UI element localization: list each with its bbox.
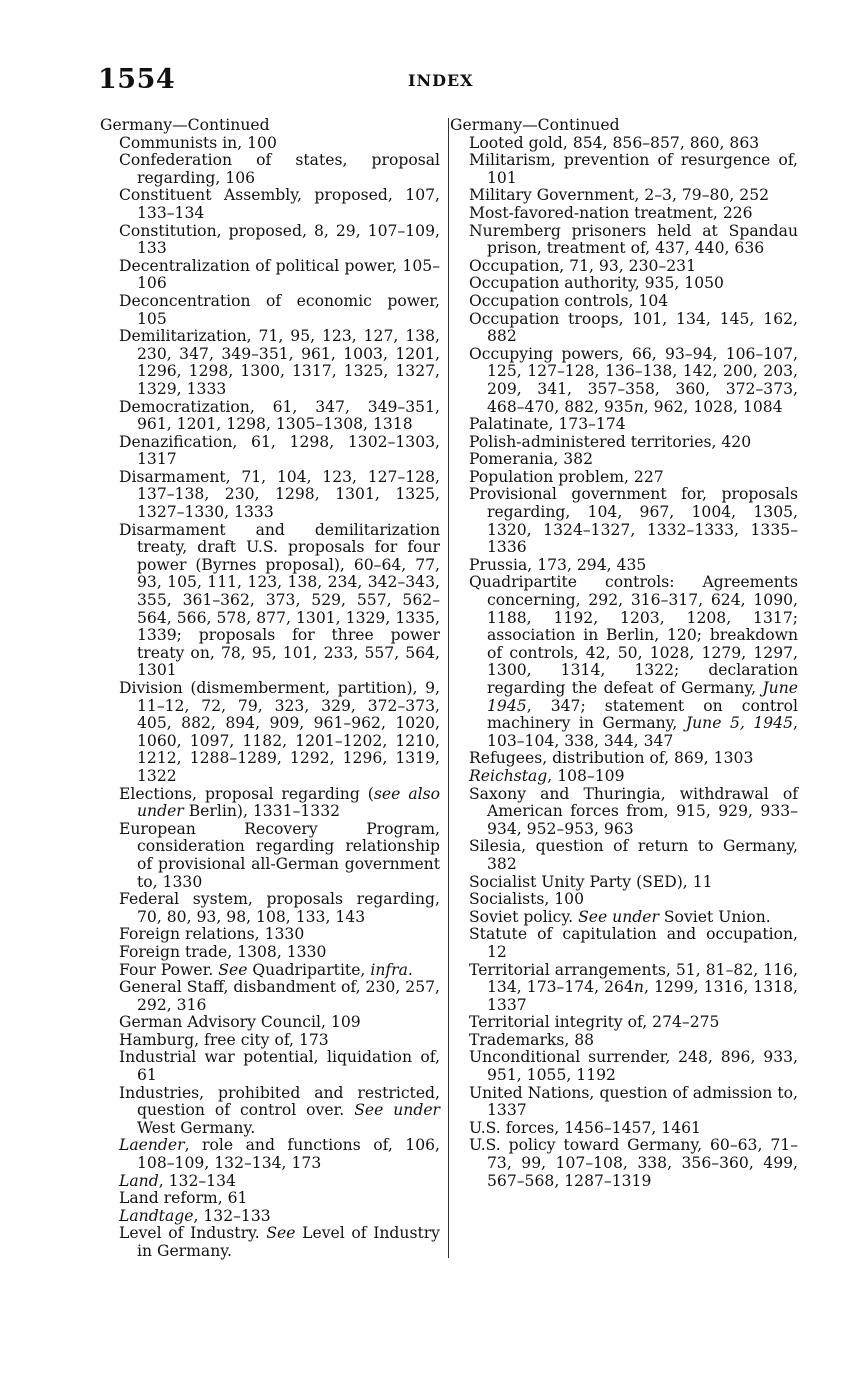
index-entry: Division (dismemberment, partition), 9, 11–12, 72, 79, 323, 329, 372–373, 405, 882, 894, 909, 961–962, 1020, 1060, 1097, 1182, 1201–1202, 1210, 1212, 1288–1289, 1292, 1296, 1319, 1322 xyxy=(119,679,440,785)
index-entry: Industries, prohibited and restricted, question of control over. See under West Germany. xyxy=(119,1083,441,1137)
index-entry: Communists in, 100 xyxy=(119,133,277,152)
index-entry: Population problem, 227 xyxy=(469,467,664,486)
index-entry: Constitution, proposed, 8, 29, 107–109, 133 xyxy=(119,221,440,258)
index-heading: Germany—Continued xyxy=(450,116,620,134)
index-entry: Nuremberg prisoners held at Spandau prison, treatment of, 437, 440, 636 xyxy=(469,221,798,258)
index-entry: U.S. forces, 1456–1457, 1461 xyxy=(469,1118,701,1137)
index-entry: Reichstag, 108–109 xyxy=(469,766,625,785)
index-entry: Federal system, proposals regarding, 70, 80, 93, 98, 108, 133, 143 xyxy=(119,890,440,926)
index-entry: Socialists, 100 xyxy=(469,890,585,909)
index-entry: Land, 132–134 xyxy=(119,1171,236,1190)
index-entry: Decentralization of political power, 105–106 xyxy=(119,256,440,293)
running-head: INDEX xyxy=(408,71,474,90)
index-entry: Polish-administered territories, 420 xyxy=(469,432,752,451)
index-entry: Confederation of states, proposal regarding, 106 xyxy=(119,151,440,187)
index-entry: U.S. policy toward Germany, 60–63, 71–73, 99, 107–108, 338, 356–360, 499, 567–568, 1287–1319 xyxy=(469,1136,798,1190)
index-entry: Disarmament and demilitarization treaty, draft U.S. proposals for four power (Byrnes proposal), 60–64, 77, 93, 105, 111, 123, 138, 234, 342–343, 355, 361–362, 373, 529, 557, 562–564, 566, 578, 877, 1301, 1329, 1335, 1339; proposals for three power treaty on, 78, 95, 101, 233, 557, 564, 1301 xyxy=(119,520,440,680)
index-entry: Militarism, prevention of resurgence of, 101 xyxy=(469,151,798,187)
index-entry: Level of Industry. See Level of Industry in Germany. xyxy=(119,1224,440,1260)
index-entry: Land reform, 61 xyxy=(119,1189,248,1208)
index-entry: Elections, proposal regarding (see also under Berlin), 1331–1332 xyxy=(119,784,441,821)
index-entry: Deconcentration of economic power, 105 xyxy=(119,291,440,328)
index-entry: Industrial war potential, liquidation of, 61 xyxy=(119,1048,440,1085)
index-entry: Silesia, question of return to Germany, 382 xyxy=(469,837,798,873)
index-entry: Four Power. See Quadripartite, infra. xyxy=(119,960,413,979)
index-entry: Occupation, 71, 93, 230–231 xyxy=(469,256,697,275)
index-entry: Soviet policy. See under Soviet Union. xyxy=(469,907,771,926)
index-entry: Denazification, 61, 1298, 1302–1303, 1317 xyxy=(119,432,440,469)
index-entry: General Staff, disbandment of, 230, 257, 292, 316 xyxy=(119,978,440,1014)
index-entry: Military Government, 2–3, 79–80, 252 xyxy=(469,186,770,205)
index-entry: Occupying powers, 66, 93–94, 106–107, 125, 127–128, 136–138, 142, 200, 203, 209, 341, 357–358, 360, 372–373, 468–470, 882, 935n, 962, 1028, 1084 xyxy=(469,344,798,416)
index-entry: Landtage, 132–133 xyxy=(119,1206,271,1225)
right-column xyxy=(448,117,798,1190)
index-entry: Disarmament, 71, 104, 123, 127–128, 137–138, 230, 1298, 1301, 1325, 1327–1330, 1333 xyxy=(119,467,440,522)
index-entry: Looted gold, 854, 856–857, 860, 863 xyxy=(469,133,760,152)
index-entry: United Nations, question of admission to, 1337 xyxy=(469,1083,798,1120)
index-entry: Demilitarization, 71, 95, 123, 127, 138, 230, 347, 349–351, 961, 1003, 1201, 1296, 1298, 1300, 1317, 1325, 1327, 1329, 1333 xyxy=(119,327,440,398)
index-heading: Germany—Continued xyxy=(100,116,270,134)
index-entry: Saxony and Thuringia, withdrawal of American forces from, 915, 929, 933–934, 952–953, 963 xyxy=(469,784,798,838)
left-entry-list xyxy=(100,135,440,1261)
index-entry: Statute of capitulation and occupation, 12 xyxy=(469,925,798,961)
index-entry: European Recovery Program, consideration regarding relationship of provisional all-German government to, 1330 xyxy=(119,819,440,891)
index-entry: Trademarks, 88 xyxy=(469,1030,595,1049)
index-entry: Unconditional surrender, 248, 896, 933, 951, 1055, 1192 xyxy=(469,1048,798,1085)
index-entry: Quadripartite controls: Agreements concerning, 292, 316–317, 624, 1090, 1188, 1192, 1203, 1208, 1317; association in Berlin, 120; breakdown of controls, 42, 50, 1028, 1279, 1297, 1300, 1314, 1322; declaration regarding the defeat of Germany, June 1945, 347; statement on control machinery in Germany, June 5, 1945, 103–104, 338, 344, 347 xyxy=(469,573,798,750)
index-entry: Provisional government for, proposals regarding, 104, 967, 1004, 1305, 1320, 1324–1327, 1332–1333, 1335–1336 xyxy=(469,485,798,557)
left-column xyxy=(100,117,440,1261)
index-entry: Refugees, distribution of, 869, 1303 xyxy=(469,749,754,768)
index-entry: Occupation authority, 935, 1050 xyxy=(469,274,724,293)
index-entry: Pomerania, 382 xyxy=(469,450,594,469)
right-entry-list xyxy=(448,135,798,1191)
index-entry: Territorial integrity of, 274–275 xyxy=(469,1013,720,1032)
index-entry: Foreign relations, 1330 xyxy=(119,925,305,944)
index-entry: German Advisory Council, 109 xyxy=(119,1013,361,1032)
page-number: 1554 xyxy=(98,64,176,95)
index-entry: Laender, role and functions of, 106, 108–109, 132–134, 173 xyxy=(119,1136,440,1173)
index-entry: Territorial arrangements, 51, 81–82, 116, 134, 173–174, 264n, 1299, 1316, 1318, 1337 xyxy=(469,960,798,1014)
index-entry: Socialist Unity Party (SED), 11 xyxy=(469,872,713,891)
index-entry: Democratization, 61, 347, 349–351, 961, 1201, 1298, 1305–1308, 1318 xyxy=(119,397,440,434)
index-entry: Most-favored-nation treatment, 226 xyxy=(469,203,753,222)
index-entry: Constituent Assembly, proposed, 107, 133–134 xyxy=(119,186,440,222)
index-entry: Foreign trade, 1308, 1330 xyxy=(119,942,327,961)
index-entry: Hamburg, free city of, 173 xyxy=(119,1030,329,1049)
index-entry: Palatinate, 173–174 xyxy=(469,415,626,434)
index-entry: Occupation troops, 101, 134, 145, 162, 882 xyxy=(469,309,798,346)
index-entry: Occupation controls, 104 xyxy=(469,291,669,310)
index-entry: Prussia, 173, 294, 435 xyxy=(469,555,647,574)
